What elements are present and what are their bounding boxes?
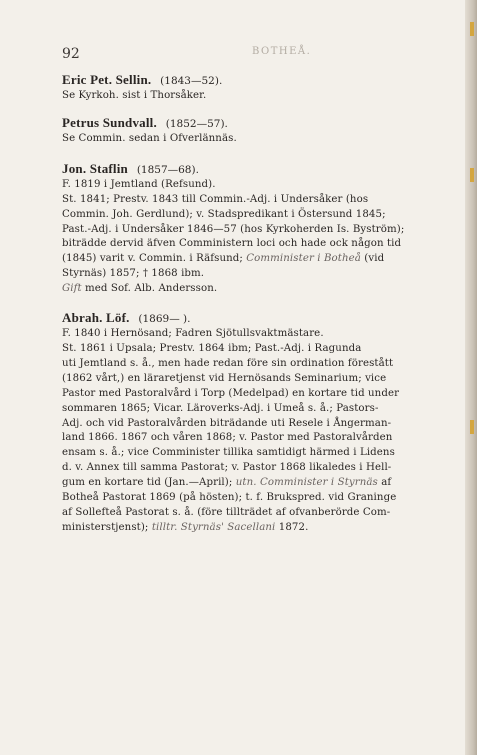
biography-entry [62, 161, 452, 297]
biography-entry [62, 115, 452, 147]
entry-line [62, 252, 452, 267]
entry-line [62, 476, 452, 491]
entry-line: F. 1840 i Hernösand; Fadren Sjötullsvaktmästare. [62, 328, 324, 340]
service-years: (1857—68). [136, 163, 199, 176]
entry-line-text: 1872. [278, 521, 309, 533]
entry-line: (1862 vårt,) en läraretjenst vid Hernösands Seminarium; vice [62, 372, 387, 384]
entry-line: Se Kyrkoh. sist i Thorsåker. [62, 90, 207, 101]
biography-entry [62, 310, 452, 536]
entry-line: af Sollefteå Pastorat s. å. (före tillträdet af ofvanberörde Com- [62, 506, 391, 518]
entry-line-italic: utn. Comminister i Styrnäs [235, 477, 378, 489]
entry-line: Se Commin. sedan i Ofverlännäs. [62, 132, 237, 144]
person-name: Abrah. Löf. [62, 310, 130, 326]
entry-line: Adj. och vid Pastoralvården biträdande uti Resele i Ångerman- [62, 417, 392, 429]
entry-line-italic: tilltr. Styrnäs' Sacellani [151, 521, 276, 533]
entry-line: Styrnäs) 1857; † 1868 ibm. [62, 268, 205, 280]
entry-line: Pastor med Pastoralvård i Torp (Medelpad) en kortare tid under [62, 387, 400, 399]
edge-mark [470, 22, 474, 36]
entry-line: sommaren 1865; Vicar. Läroverks-Adj. i Umeå s. å.; Pastors- [62, 402, 379, 414]
entry-heading [62, 72, 452, 89]
person-name: Jon. Staflin [62, 160, 128, 176]
entry-line: biträdde dervid äfven Comministern loci och hade ock någon tid [62, 238, 402, 250]
page-number: 92 [62, 46, 80, 62]
running-head: BOTHEÅ. [252, 46, 312, 57]
entry-heading [62, 115, 452, 132]
entry-heading [62, 161, 452, 178]
entry-line: F. 1819 i Jemtland (Refsund). [62, 178, 216, 190]
entry-line: Past.-Adj. i Undersåker 1846—57 (hos Kyrkoherden Is. Byström); [62, 223, 405, 235]
entry-heading [62, 310, 452, 327]
entry-line [62, 521, 452, 536]
edge-mark [470, 420, 474, 434]
entry-line-italic: Comminister i Botheå [246, 253, 361, 265]
biography-entry [62, 72, 452, 104]
person-name: Eric Pet. Sellin. [62, 72, 152, 87]
entry-line-text: med Sof. Alb. Andersson. [85, 283, 218, 295]
service-years: (1843—52). [160, 75, 223, 87]
entry-line: Botheå Pastorat 1869 (på hösten); t. f. Brukspred. vid Graninge [62, 492, 397, 504]
page-edge [465, 0, 477, 755]
entry-line: Commin. Joh. Gerdlund); v. Stadspredikant i Östersund 1845; [62, 208, 386, 220]
service-years: (1869— ). [138, 313, 191, 326]
entry-line [62, 282, 452, 297]
page-body [62, 72, 452, 548]
person-name: Petrus Sundvall. [62, 114, 157, 130]
entry-line: uti Jemtland s. å., men hade redan före sin ordination förestått [62, 357, 394, 369]
entry-line-text: ministerstjenst); [62, 521, 149, 533]
entry-line: St. 1841; Prestv. 1843 till Commin.-Adj. i Undersåker (hos [62, 193, 369, 205]
entry-line: land 1866. 1867 och våren 1868; v. Pastor med Pastoralvården [62, 432, 393, 444]
entry-line: d. v. Annex till samma Pastorat; v. Pastor 1868 likaledes i Hell- [62, 462, 392, 474]
entry-line-text: gum en kortare tid (Jan.—April); [62, 477, 233, 489]
edge-mark [470, 168, 474, 182]
entry-line-text: af [381, 477, 392, 489]
entry-line-text: (vid [364, 253, 385, 265]
entry-line-text: (1845) varit v. Commin. i Räfsund; [62, 253, 243, 265]
entry-line: ensam s. å.; vice Comminister tillika samtidigt härmed i Lidens [62, 447, 395, 459]
entry-line: St. 1861 i Upsala; Prestv. 1864 ibm; Past.-Adj. i Ragunda [62, 342, 362, 354]
gift-label: Gift [62, 283, 82, 295]
page-header [62, 46, 452, 66]
service-years: (1852—57). [165, 117, 228, 130]
